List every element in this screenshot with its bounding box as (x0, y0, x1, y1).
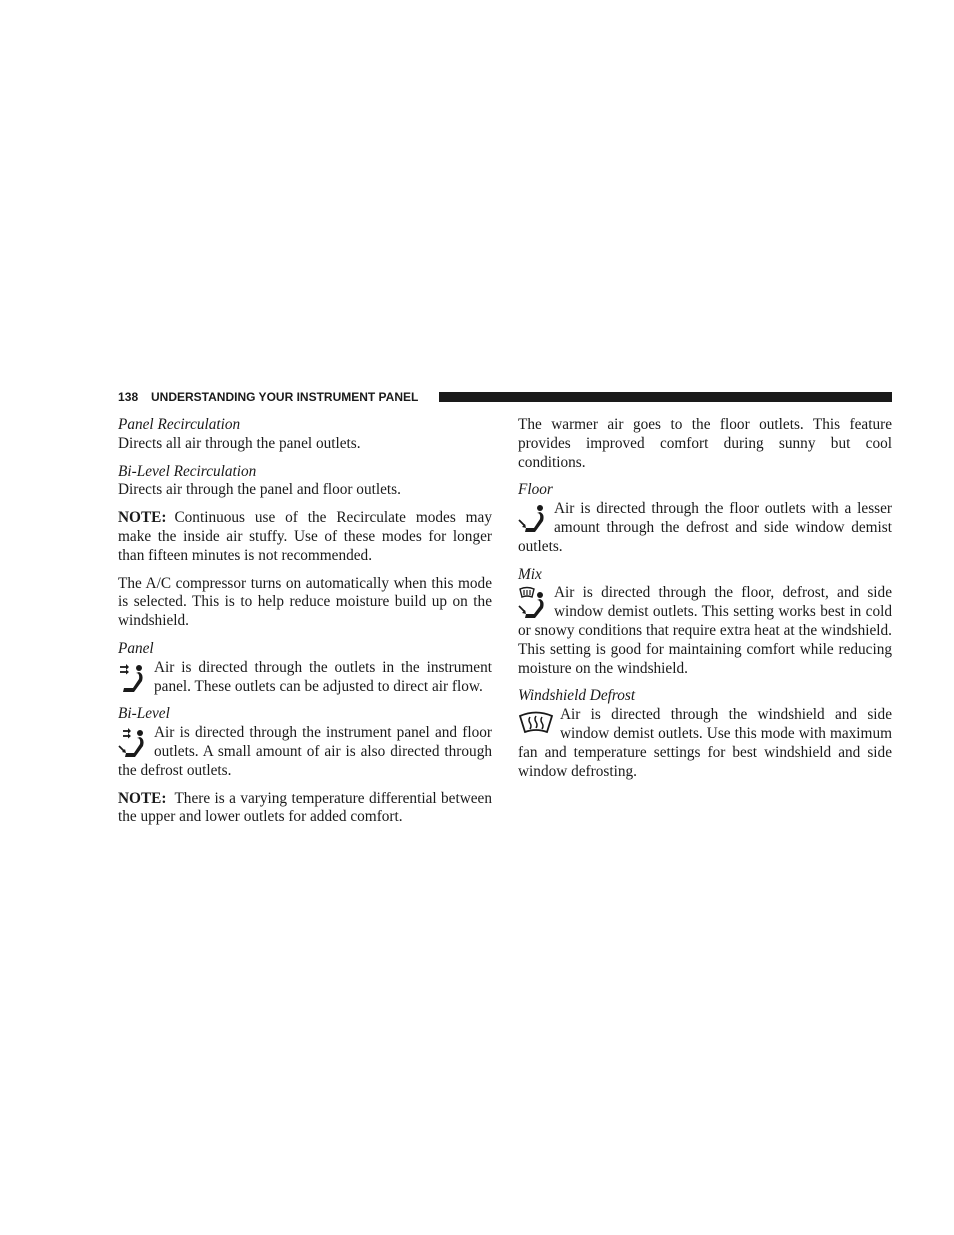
windshield-defrost-icon (518, 708, 554, 742)
windshield-defrost-heading: Windshield Defrost (518, 687, 636, 705)
bilevel-section (118, 705, 492, 780)
note-text: There is a varying temperature differential between the upper and lower outlets for added comfort. (118, 789, 492, 826)
floor-section (518, 481, 892, 556)
panel-recirculation-heading: Panel Recirculation (118, 416, 241, 433)
bilevel-recirculation-heading: Bi-Level Recirculation (118, 462, 257, 480)
right-column (518, 416, 892, 790)
panel-section (118, 640, 492, 696)
bilevel-mode-icon (118, 726, 148, 760)
mix-section (518, 566, 892, 679)
continuation-paragraph: The warmer air goes to the floor outlets. This feature provides improved comfort during sunny but cool conditions. (518, 416, 892, 471)
header-rule (439, 392, 892, 402)
ac-compressor-paragraph: The A/C compressor turns on automatically when this mode is selected. This is to help reduce moisture build up on the windshield. (118, 574, 492, 630)
panel-mode-icon (118, 661, 148, 695)
windshield-defrost-section (518, 687, 892, 781)
note-text: Continuous use of the Recirculate modes may make the inside air stuffy. Use of these modes for longer than fifteen minutes is not recommended. (118, 509, 492, 564)
page-header (118, 389, 892, 405)
note-temperature (118, 790, 492, 828)
bilevel-recirculation-text: Directs air through the panel and floor outlets. (118, 481, 401, 499)
floor-heading: Floor (518, 481, 553, 499)
panel-recirculation-section (118, 416, 492, 454)
floor-mode-icon (518, 502, 548, 536)
bilevel-recirculation-section (118, 463, 492, 501)
left-column (118, 416, 492, 836)
panel-heading: Panel (118, 639, 154, 657)
mix-text: Air is directed through the floor, defrost, and side window demist outlets. This setting works best in cold or snowy conditions that require extra heat at the windshield. This setting is good for maintaining comfort while reducing moisture on the windshield. (518, 584, 892, 677)
floor-text: Air is directed through the floor outlets with a lesser amount through the defrost and side window demist outlets. (518, 500, 892, 555)
section-title: UNDERSTANDING YOUR INSTRUMENT PANEL (151, 390, 419, 404)
panel-text: Air is directed through the outlets in the instrument panel. These outlets can be adjusted to direct air flow. (154, 658, 492, 695)
bilevel-heading: Bi-Level (118, 705, 170, 723)
note-recirculate (118, 509, 492, 565)
page-number: 138 (118, 390, 139, 404)
mix-heading: Mix (518, 565, 542, 583)
windshield-defrost-text: Air is directed through the windshield and side window demist outlets. Use this mode with maximum fan and temperature settings for best windshield and side window defrosting. (518, 706, 892, 780)
panel-recirculation-text: Directs all air through the panel outlets. (118, 434, 361, 452)
note-label: NOTE: (118, 789, 167, 807)
bilevel-text: Air is directed through the instrument panel and floor outlets. A small amount of air is also directed through the defrost outlets. (118, 724, 492, 779)
mix-mode-icon (518, 586, 548, 620)
note-label: NOTE: (118, 509, 167, 527)
